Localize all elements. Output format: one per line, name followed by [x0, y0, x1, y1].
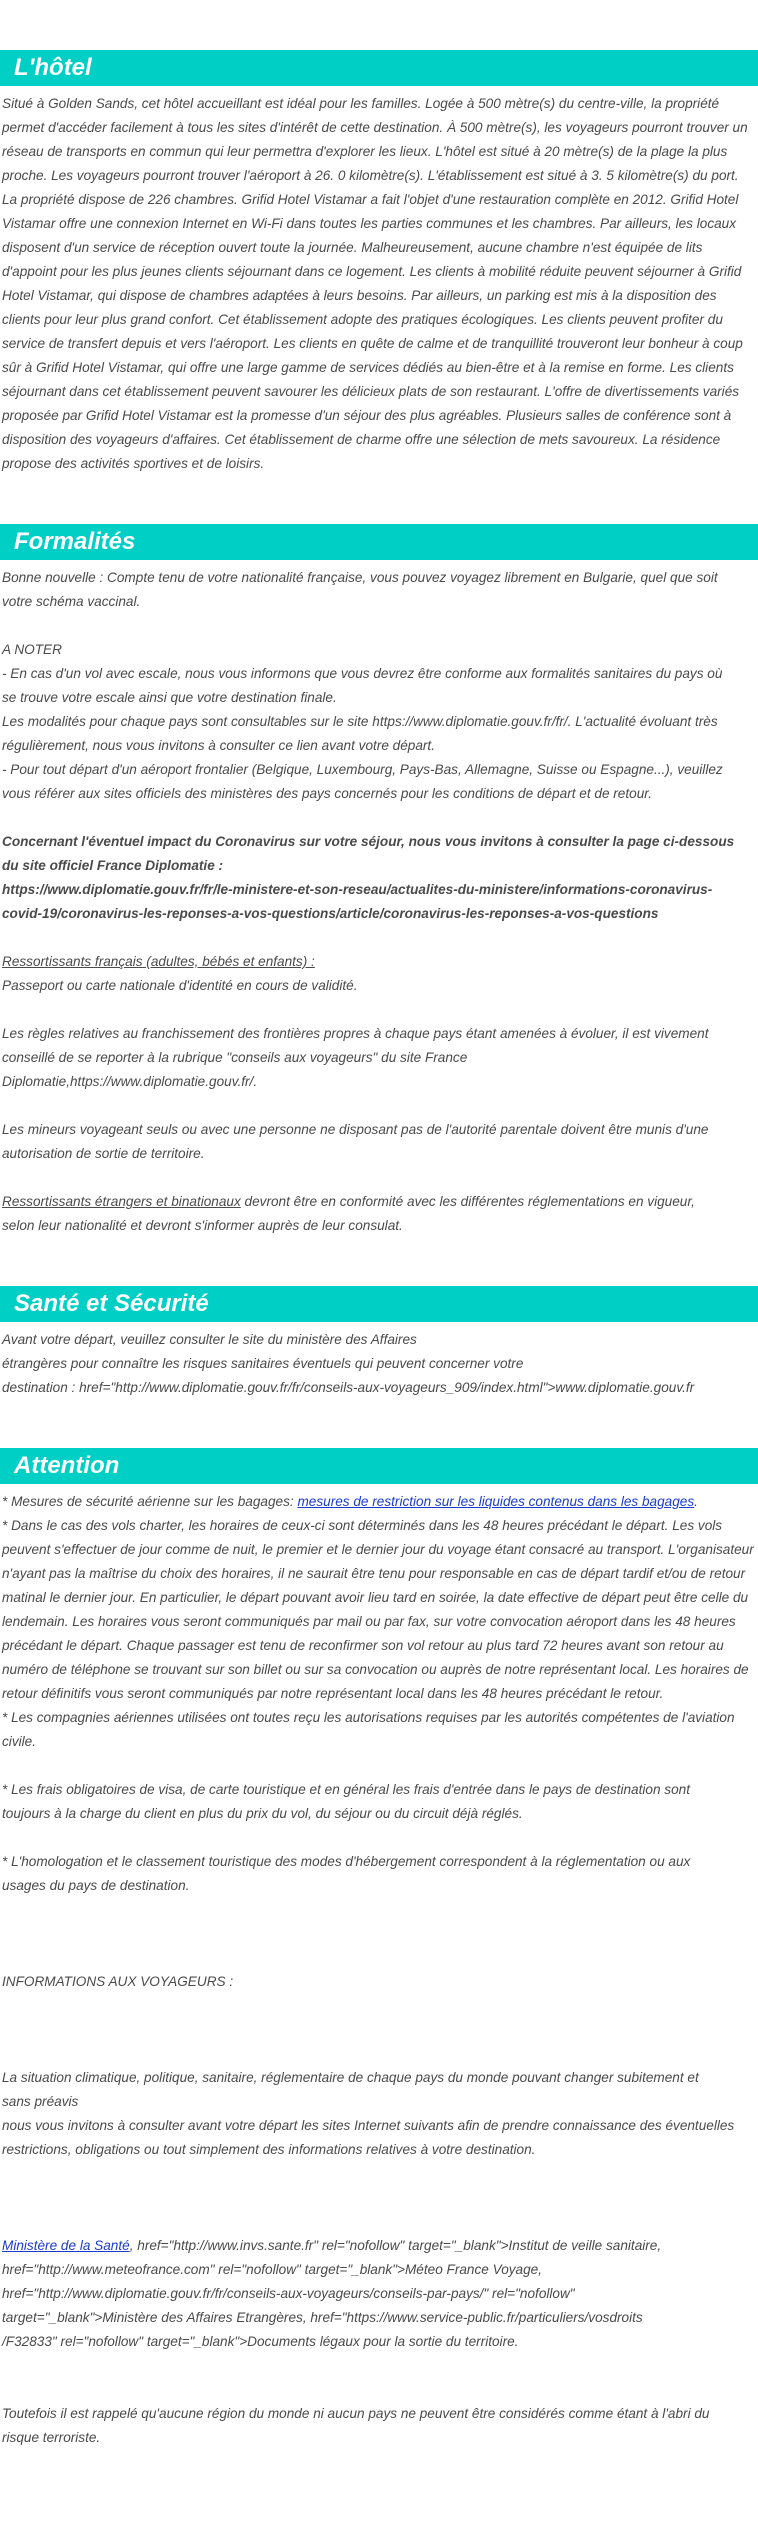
formalites-covid-l2: du site officiel France Diplomatie :: [2, 858, 224, 873]
formalites-regles-l1: Les règles relatives au franchissement des frontières propres à chaque pays étant amenées à évoluer, il est vivement: [2, 1026, 709, 1041]
formalites-ressortissants-text: Passeport ou carte nationale d'identité en cours de validité.: [2, 978, 358, 993]
formalites-ressortissants-title: Ressortissants français (adultes, bébés et enfants) :: [2, 954, 315, 969]
attention-bagages-prefix: * Mesures de sécurité aérienne sur les bagages:: [2, 1494, 298, 1509]
formalites-mineurs-l2: autorisation de sortie de territoire.: [2, 1146, 205, 1161]
formalites-mineurs-l1: Les mineurs voyageant seuls ou avec une personne ne disposant pas de l'autorité parentale doivent être munis d'une: [2, 1122, 709, 1137]
attention-compagnies-l2: civile.: [2, 1734, 36, 1749]
formalites-content: [0, 566, 758, 1238]
attention-climat-l4: restrictions, obligations ou tout simplement des informations relatives à votre destination.: [2, 2142, 536, 2157]
attention-liens-l2: href="http://www.meteofrance.com" rel="nofollow" target="_blank">Méteo France Voyage,: [2, 2262, 543, 2277]
attention-bagages-suffix: .: [694, 1494, 698, 1509]
attention-infos-title: INFORMATIONS AUX VOYAGEURS :: [2, 1974, 234, 1989]
sante-section-title: Santé et Sécurité: [0, 1286, 758, 1322]
sante-l3: destination : href="http://www.diplomatie.gouv.fr/fr/conseils-aux-voyageurs_909/index.html">www.diplomatie.gouv.fr: [2, 1380, 695, 1395]
formalites-note2-l2: régulièrement, nous vous invitons à consulter ce lien avant votre départ.: [2, 738, 435, 753]
formalites-note1-l1: - En cas d'un vol avec escale, nous vous informons que vous devrez être conforme aux formalités sanitaires du pays où: [2, 666, 723, 681]
formalites-etrangers-underline: Ressortissants étrangers et binationaux: [2, 1194, 241, 1209]
hotel-description-text: Situé à Golden Sands, cet hôtel accueillant est idéal pour les familles. Logée à 500 mètre(s) du centre-ville, la propriété permet d'accéder facilement à tous les sites d'intérêt de cette destination. À 500 mètre(s), les voyageurs pourront trouver un réseau de transports en commun qui leur permettra d'explorer les lieux. L'hôtel est situé à 20 mètre(s) de la plage la plus proche. Les voyageurs pourront trouver l'aéroport à 26. 0 kilomètre(s). L'établissement est situé à 3. 5 kilomètre(s) du port. La propriété dispose de 226 chambres. Grifid Hotel Vistamar a fait l'objet d'une restauration complète en 2012. Grifid Hotel Vistamar offre une connexion Internet en Wi-Fi dans toutes les parties communes et les chambres. Par ailleurs, les locaux disposent d'un service de réception ouvert toute la journée. Malheureusement, aucune chambre n'est équipée de lits d'appoint pour les plus jeunes clients séjournant dans ce logement. Les clients à mobilité réduite peuvent séjourner à Grifid Hotel Vistamar, qui dispose de chambres adaptées à leurs besoins. Par ailleurs, un parking est mis à la disposition des clients pour leur plus grand confort. Cet établissement adopte des pratiques écologiques. Les clients peuvent profiter du service de transfert depuis et vers l'aéroport. Les clients en quête de calme et de tranquillité trouveront leur bonheur à coup sûr à Grifid Hotel Vistamar, qui offre une large gamme de services dédiés au bien-être et à la remise en forme. Les clients séjournant dans cet établissement peuvent savourer les délicieux plats de son restaurant. L'offre de divertissements variés proposée par Grifid Hotel Vistamar est la promesse d'un séjour des plus agréables. Plusieurs salles de conférence sont à disposition des voyageurs d'affaires. Cet établissement de charme offre une sélection de mets savoureux. La résidence propose des activités sportives et de loisirs.: [2, 96, 748, 471]
formalites-etrangers-l2: selon leur nationalité et devront s'informer auprès de leur consulat.: [2, 1218, 403, 1233]
formalites-covid-l4: covid-19/coronavirus-les-reponses-a-vos-questions/article/coronavirus-les-reponses-a-vos-questions: [2, 906, 659, 921]
attention-liens-l1: [2, 2234, 756, 2258]
attention-frais-l1: * Les frais obligatoires de visa, de carte touristique et en général les frais d'entrée dans le pays de destination sont: [2, 1782, 690, 1797]
formalites-covid-l1: Concernant l'éventuel impact du Coronavirus sur votre séjour, nous vous invitons à consulter la page ci-dessous: [2, 834, 735, 849]
attention-liens-l1-rest: , href="http://www.invs.sante.fr" rel="nofollow" target="_blank">Institut de veille sanitaire,: [129, 2238, 662, 2253]
formalites-regles-l2: conseillé de se reporter à la rubrique "conseils aux voyageurs" du site France: [2, 1050, 468, 1065]
sante-l2: étrangères pour connaître les risques sanitaires éventuels qui peuvent concerner votre: [2, 1356, 524, 1371]
formalites-note1-l2: se trouve votre escale ainsi que votre destination finale.: [2, 690, 337, 705]
sante-l1: Avant votre départ, veuillez consulter le site du ministère des Affaires: [2, 1332, 417, 1347]
attention-climat-l3: nous vous invitons à consulter avant votre départ les sites Internet suivants afin de prendre connaissance des éventuelles: [2, 2118, 735, 2133]
attention-terror-l2: risque terroriste.: [2, 2430, 101, 2445]
attention-climat-l2: sans préavis: [2, 2094, 79, 2109]
formalites-a-noter: A NOTER: [2, 642, 62, 657]
bagages-restriction-link[interactable]: mesures de restriction sur les liquides contenus dans les bagages: [297, 1494, 695, 1509]
formalites-regles-l3: Diplomatie,https://www.diplomatie.gouv.fr/.: [2, 1074, 258, 1089]
attention-charter: * Dans le cas des vols charter, les horaires de ceux-ci sont déterminés dans les 48 heures précédant le départ. Les vols peuvent s'effectuer de jour comme de nuit, le premier et le dernier jour du voyage étant consacré au transport. L'organisateur n'ayant pas la maîtrise du choix des horaires, il ne saurait être tenu pour responsable en cas de départ tardif et/ou de retour matinal le dernier jour. En particulier, le départ pouvant avoir lieu tard en soirée, la date effective de départ peut être celle du lendemain. Les horaires vous seront communiqués par mail ou par fax, sur votre convocation aéroport dans les 48 heures précédant le départ. Chaque passager est tenu de reconfirmer son vol retour au plus tard 72 heures avant son retour au numéro de téléphone se trouvant sur son billet ou sur sa convocation ou auprès de notre représentant local. Les horaires de retour définitifs vous seront communiqués par notre représentant local dans les 48 heures précédant le retour.: [2, 1518, 754, 1701]
hotel-section-title: L'hôtel: [0, 50, 758, 86]
formalites-section-title: Formalités: [0, 524, 758, 560]
ministere-sante-link[interactable]: Ministère de la Santé: [2, 2238, 130, 2253]
formalites-intro-l1: Bonne nouvelle : Compte tenu de votre nationalité française, vous pouvez voyagez librement en Bulgarie, quel que soit: [2, 570, 718, 585]
attention-frais-l2: toujours à la charge du client en plus du prix du vol, du séjour ou du circuit déjà réglés.: [2, 1806, 523, 1821]
formalites-note3-l2: vous référer aux sites officiels des ministères des pays concernés pour les conditions de départ et de retour.: [2, 786, 653, 801]
formalites-note2-l1: Les modalités pour chaque pays sont consultables sur le site https://www.diplomatie.gouv.fr/fr/. L'actualité évoluant très: [2, 714, 718, 729]
sante-content: [0, 1328, 758, 1400]
attention-climat-l1: La situation climatique, politique, sanitaire, réglementaire de chaque pays du monde pouvant changer subitement et: [2, 2070, 699, 2085]
formalites-note3-l1: - Pour tout départ d'un aéroport frontalier (Belgique, Luxembourg, Pays-Bas, Allemagne, Suisse ou Espagne...), veuillez: [2, 762, 723, 777]
formalites-intro-l2: votre schéma vaccinal.: [2, 594, 141, 609]
attention-compagnies-l1: * Les compagnies aériennes utilisées ont toutes reçu les autorisations requises par les autorités compétentes de l'aviation: [2, 1710, 735, 1725]
attention-liens-l5: /F32833" rel="nofollow" target="_blank">Documents légaux pour la sortie du territoire.: [2, 2334, 519, 2349]
hotel-description: [0, 92, 758, 476]
attention-section-title: Attention: [0, 1448, 758, 1484]
attention-bagages: [2, 1490, 756, 1514]
attention-homologation-l2: usages du pays de destination.: [2, 1878, 190, 1893]
attention-liens-l4: target="_blank">Ministère des Affaires Etrangères, href="https://www.service-public.fr/particuliers/vosdroits: [2, 2310, 643, 2325]
top-spacer: [0, 0, 758, 50]
formalites-covid-l3: https://www.diplomatie.gouv.fr/fr/le-ministere-et-son-reseau/actualites-du-ministere/informations-coronavirus-: [2, 882, 713, 897]
attention-homologation-l1: * L'homologation et le classement touristique des modes d'hébergement correspondent à la réglementation ou aux: [2, 1854, 691, 1869]
attention-liens-l3: href="http://www.diplomatie.gouv.fr/fr/conseils-aux-voyageurs/conseils-par-pays/" rel="nofollow": [2, 2286, 575, 2301]
formalites-etrangers-rest: devront être en conformité avec les différentes réglementations en vigueur,: [240, 1194, 695, 1209]
attention-terror-l1: Toutefois il est rappelé qu'aucune région du monde ni aucun pays ne peuvent être considérés comme étant à l'abri du: [2, 2406, 710, 2421]
formalites-etrangers-l1: [2, 1190, 756, 1214]
attention-content: [0, 1490, 758, 2450]
